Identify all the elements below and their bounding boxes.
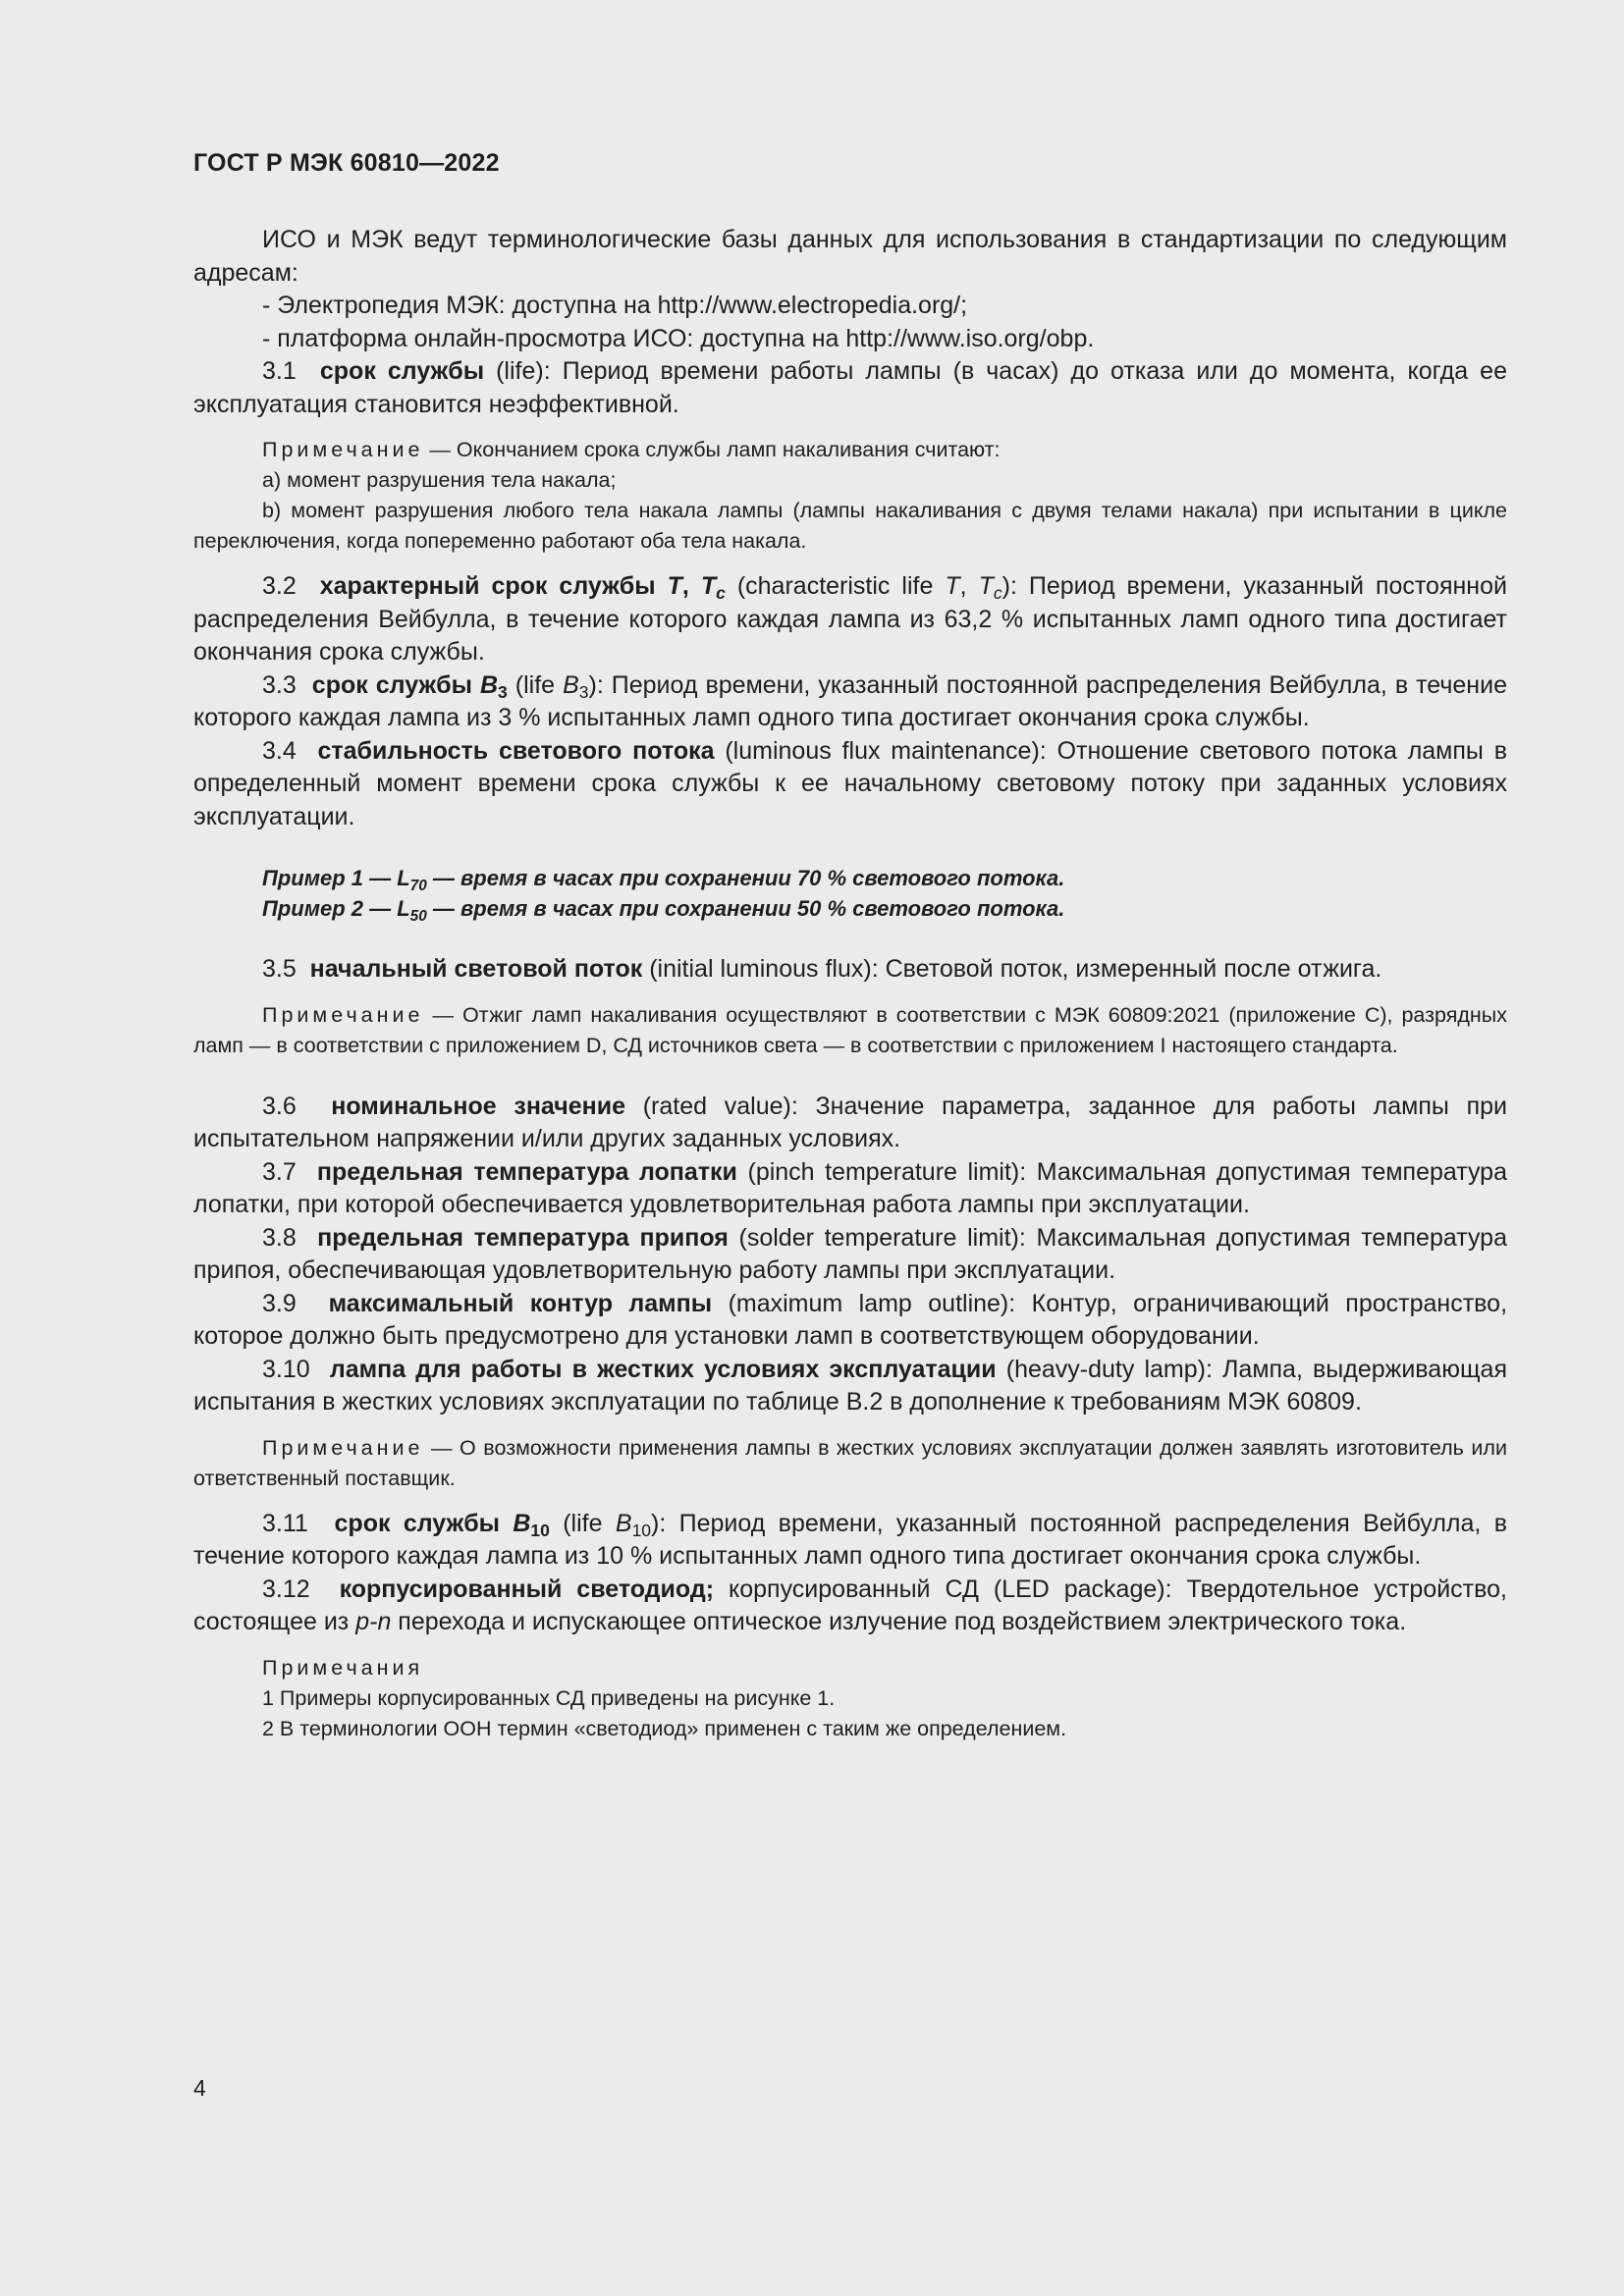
term-name: стабильность светового потока: [317, 736, 715, 765]
term-symbol: B: [513, 1509, 531, 1537]
term-english: (maximum lamp outline): [712, 1289, 1009, 1317]
notes-3-12-item-2: 2 В терминологии ООН термин «светодиод» применен с таким же определением.: [262, 1716, 1067, 1740]
term-3-1: [193, 355, 1507, 421]
term-english-close: ): [651, 1509, 660, 1537]
term-definition: : Период времени, указанный постоянной распределения Вейбулла, в течение которого каждая лампа из 63,2 % испытанных ламп одного типа достигает окончания срока службы.: [193, 572, 1507, 666]
note-text: — Окончанием срока службы ламп накаливания считают:: [423, 438, 1001, 461]
term-english-close: ): [1001, 572, 1010, 600]
term-3-2: 3.2 характерный срок службы T, $T_c$ (characteristic life T, $T_c$): Период времени, указанный постоянной распределения Вейбулла, в течение которого каждая лампа из 63,2 % испытанных ламп одного типа достигает окончания срока службы.: [193, 572, 1507, 666]
term-english-symbol: B: [615, 1509, 632, 1537]
term-number: 3.5: [262, 955, 297, 983]
term-english-symbol: B: [563, 670, 579, 699]
note-label: Примечание: [262, 438, 424, 461]
term-number: 3.3: [262, 670, 297, 699]
term-symbol-2-sub: c: [716, 583, 726, 603]
term-number: 3.11: [262, 1509, 308, 1537]
term-symbol-sub: 10: [530, 1520, 550, 1540]
example-2: [193, 893, 1507, 924]
term-symbol: B: [479, 670, 499, 699]
term-name: предельная температура лопатки: [316, 1157, 737, 1186]
term-english-open: (life: [549, 1509, 616, 1537]
term-number: 3.6: [262, 1092, 297, 1120]
page-number: 4: [193, 2075, 206, 2101]
term-alternate: корпусированный СД (LED package): Твердотельное устройство, состоящее из: [193, 1575, 1507, 1635]
term-pn-junction: p-n: [355, 1608, 392, 1635]
term-3-12: [193, 1574, 1507, 1639]
term-number: 3.9: [262, 1289, 297, 1317]
term-3-7: [193, 1156, 1507, 1222]
term-english: (heavy-duty lamp): [996, 1355, 1206, 1383]
example-subscript: 70: [409, 878, 427, 894]
term-name: максимальный контур лампы: [328, 1289, 713, 1317]
example-text: — время в часах при сохранении 70 % светового потока.: [426, 866, 1065, 890]
term-english-symbol: T: [945, 572, 960, 600]
term-english-separator: ,: [959, 572, 979, 600]
term-english: (solder temperature limit): [728, 1223, 1019, 1252]
term-number: 3.2: [262, 572, 297, 600]
document-header: ГОСТ Р МЭК 60810—2022: [193, 149, 500, 177]
term-symbol: T: [667, 572, 682, 600]
term-definition: : Максимальная допустимая температура припоя, обеспечивающая удовлетворительную работу лампы при эксплуатации.: [193, 1223, 1507, 1284]
intro-paragraph: ИСО и МЭК ведут терминологические базы данных для использования в стандартизации по следующим адресам:: [193, 226, 1507, 287]
term-definition: : Период времени работы лампы (в часах) до отказа или до момента, когда ее эксплуатация становится неэффективной.: [193, 357, 1507, 418]
term-number: 3.10: [262, 1355, 310, 1383]
term-definition: : Лампа, выдерживающая испытания в жестких условиях эксплуатации по таблице В.2 в дополнение к требованиям МЭК 60809.: [193, 1355, 1507, 1415]
example-subscript: 50: [409, 908, 427, 925]
term-definition: перехода и испускающее оптическое излучение под воздействием электрического тока.: [391, 1608, 1407, 1635]
term-definition: : Отношение светового потока лампы в определенный момент времени срока службы к ее начальному световому потоку при заданных условиях эксплуатации.: [193, 736, 1507, 830]
term-english-symbol-sub: 10: [631, 1520, 652, 1540]
term-definition: : Световой поток, измеренный после отжига.: [871, 955, 1382, 983]
notes-3-12-item-1: 1 Примеры корпусированных СД приведены на рисунке 1.: [262, 1685, 836, 1710]
note-3-10: [193, 1433, 1507, 1494]
term-english-symbol-2: T: [978, 572, 994, 600]
note-3-1-item-b: b) момент разрушения любого тела накала лампы (лампы накаливания с двумя телами накала) при испытании в цикле переключения, когда попеременно работают оба тела накала.: [193, 499, 1507, 553]
term-english-open: (life: [507, 670, 564, 699]
term-english-close: ): [588, 670, 597, 699]
term-number: 3.12: [262, 1575, 310, 1603]
term-definition: : Значение параметра, заданное для работы лампы при испытательном напряжении и/или других заданных условиях.: [193, 1092, 1507, 1152]
document-body: [193, 224, 1507, 1744]
term-name: предельная температура припоя: [317, 1223, 729, 1252]
term-3-11: [193, 1508, 1507, 1574]
term-definition: : Контур, ограничивающий пространство, которое должно быть предусмотрено для установки ламп в соответствующем оборудовании.: [193, 1289, 1508, 1350]
note-3-5: [193, 1000, 1507, 1061]
term-english-symbol-2-sub: c: [993, 583, 1002, 603]
note-3-1-item-a: а) момент разрушения тела накала;: [262, 468, 617, 492]
term-english: (rated value): [625, 1092, 791, 1120]
term-number: 3.4: [262, 736, 297, 765]
term-number: 3.1: [262, 357, 297, 385]
note-text: — О возможности применения лампы в жестких условиях эксплуатации должен заявлять изготовитель или ответственный поставщик.: [193, 1435, 1507, 1490]
term-name: характерный срок службы: [319, 572, 656, 600]
note-label: Примечание: [262, 1435, 424, 1460]
term-3-3: [193, 669, 1507, 735]
intro-item-electropedia: - Электропедия МЭК: доступна на http://www.electropedia.org/;: [262, 292, 968, 319]
term-english: (initial luminous flux): [642, 955, 872, 983]
term-3-5: [193, 953, 1507, 987]
term-definition: : Период времени, указанный постоянной распределения Вейбулла, в течение которого каждая лампа из 10 % испытанных ламп одного типа достигает окончания срока службы.: [193, 1509, 1507, 1570]
term-name: срок службы: [334, 1509, 500, 1537]
notes-3-12-label: [193, 1653, 1507, 1683]
example-prefix: Пример 1 — L: [262, 866, 410, 890]
term-definition: : Максимальная допустимая температура лопатки, при которой обеспечивается удовлетворительная работа лампы при эксплуатации.: [193, 1157, 1507, 1218]
term-3-8: [193, 1222, 1507, 1288]
note-3-1: [193, 435, 1507, 465]
term-name: начальный световой поток: [309, 955, 643, 983]
term-english-symbol-sub: 3: [578, 681, 589, 702]
term-number: 3.8: [262, 1223, 297, 1252]
term-3-4: [193, 735, 1507, 834]
term-name: срок службы: [319, 357, 485, 385]
term-english: (life): [484, 357, 544, 385]
term-3-10: [193, 1354, 1507, 1419]
example-prefix: Пример 2 — L: [262, 896, 410, 921]
term-symbol-sub: 3: [498, 681, 508, 702]
term-english: (luminous flux maintenance): [714, 736, 1040, 765]
example-1: [193, 863, 1507, 893]
intro-item-iso-obp: - платформа онлайн-просмотра ИСО: доступна на http://www.iso.org/obp.: [262, 324, 1095, 352]
example-text: — время в часах при сохранении 50 % светового потока.: [426, 896, 1065, 921]
term-symbol-2: T: [700, 572, 717, 600]
term-3-9: [193, 1288, 1507, 1354]
notes-label: Примечания: [262, 1655, 424, 1680]
term-english: (pinch temperature limit): [736, 1157, 1020, 1186]
term-3-6: [193, 1091, 1507, 1156]
note-text: — Отжиг ламп накаливания осуществляют в соответствии с МЭК 60809:2021 (приложение С), разрядных ламп — в соответствии с приложением D, СД источников света — в соответствии с приложением I настоящего стандарта.: [193, 1002, 1507, 1057]
term-number: 3.7: [262, 1157, 297, 1186]
term-name: корпусированный светодиод;: [339, 1575, 715, 1603]
term-name: номинальное значение: [331, 1092, 625, 1120]
term-name: лампа для работы в жестких условиях эксплуатации: [329, 1355, 997, 1383]
term-name: срок службы: [311, 670, 472, 699]
note-label: Примечание: [262, 1002, 424, 1027]
term-english-open: (characteristic life: [725, 572, 946, 600]
term-definition: : Период времени, указанный постоянной распределения Вейбулла, в течение которого каждая лампа из 3 % испытанных ламп одного типа достигает окончания срока службы.: [193, 670, 1507, 731]
